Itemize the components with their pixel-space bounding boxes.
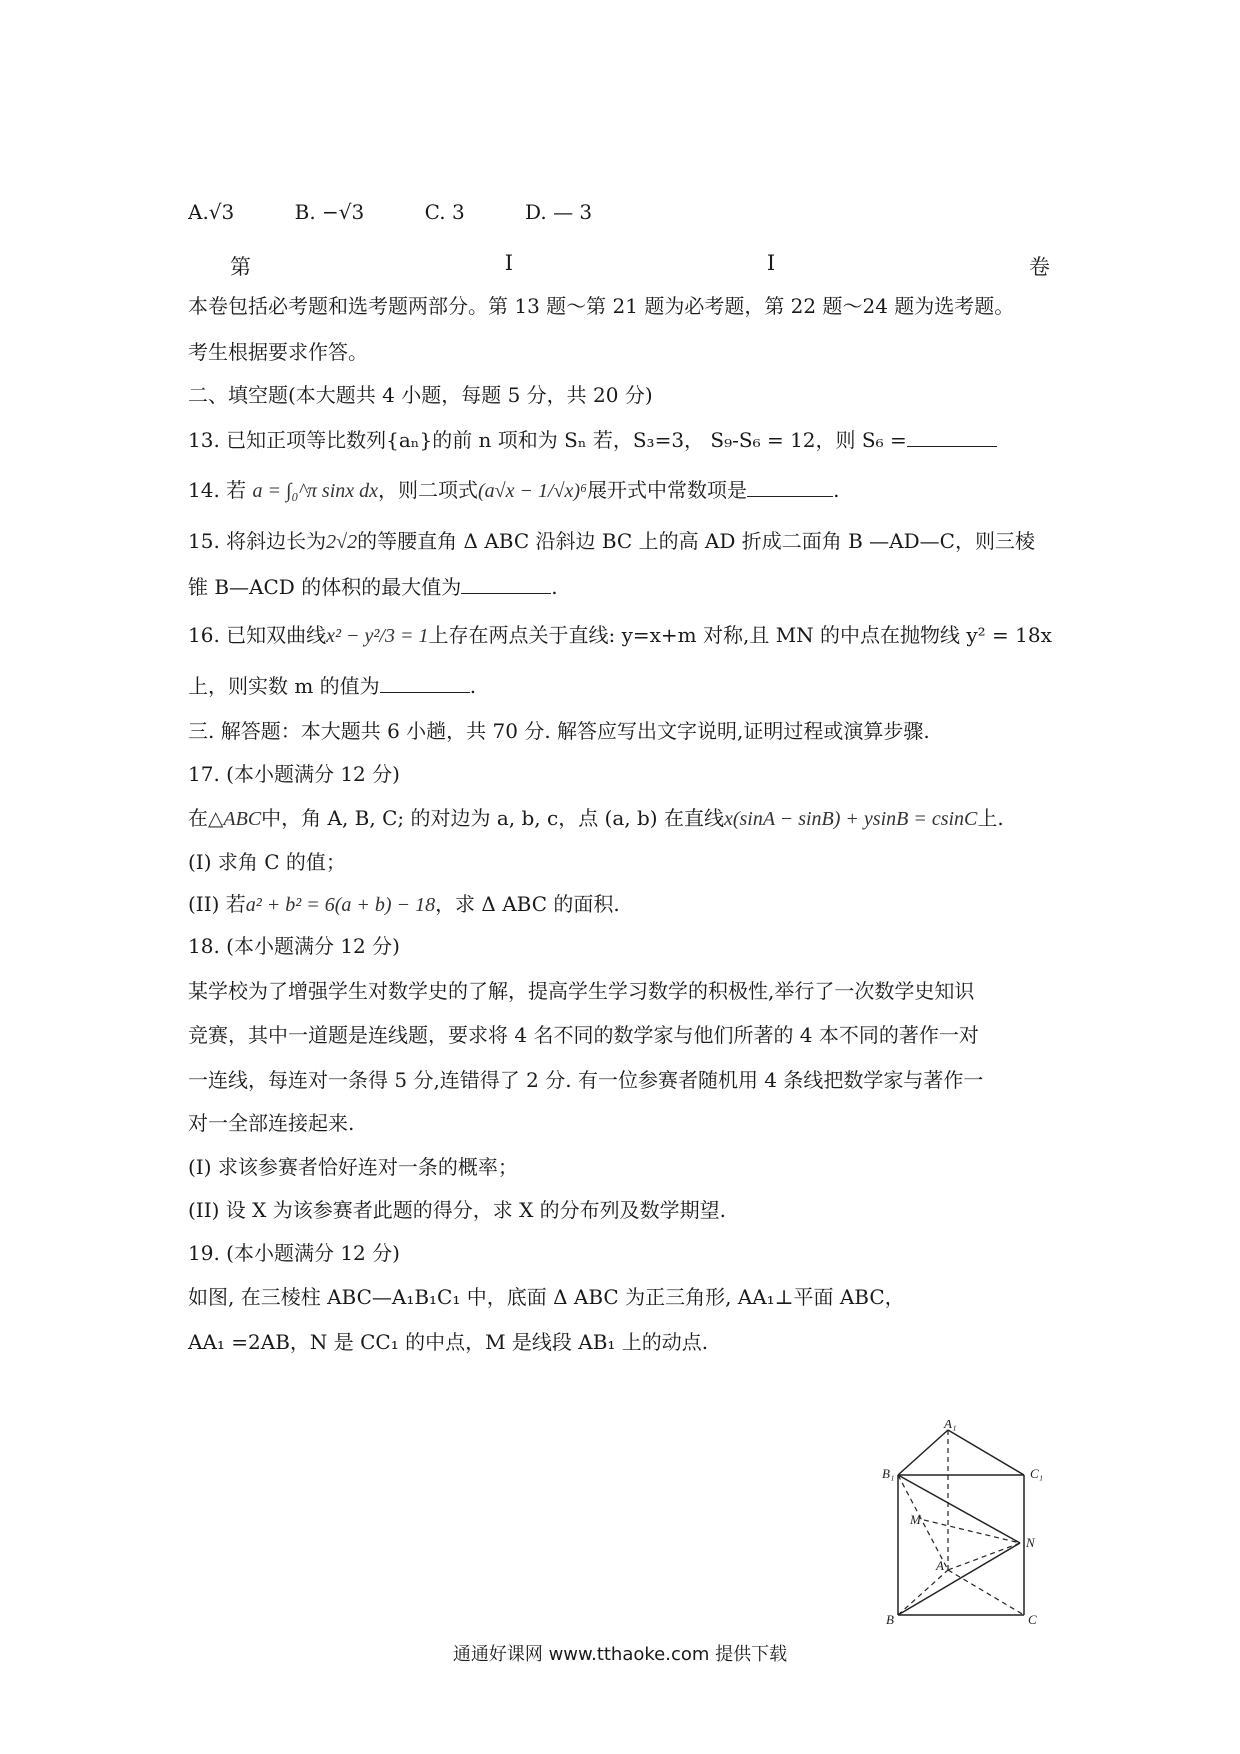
question-13 <box>188 426 997 454</box>
q14-integral: a = ∫₀^π sinx dx <box>252 480 379 502</box>
section-answer-heading: 三. 解答题：本大题共 6 小趟，共 70 分. 解答应写出文字说明,证明过程或演算步骤. <box>188 719 930 743</box>
question-16-line-2 <box>188 672 476 700</box>
part-title-char: I <box>766 251 776 275</box>
q18-line-2: 竞赛，其中一道题是连线题，要求将 4 名不同的数学家与他们所著的 4 本不同的著作一对 <box>188 1023 979 1047</box>
answer-blank <box>380 674 470 693</box>
q17-part-i: (I) 求角 C 的值； <box>188 850 346 874</box>
q16-end: . <box>469 674 477 698</box>
segment-m-n <box>924 1520 1020 1543</box>
choice-a: A.√3 <box>188 200 235 224</box>
q19-heading: 19. (本小题满分 12 分) <box>188 1241 400 1265</box>
part-title <box>230 251 1050 281</box>
q13-text: 13. 已知正项等比数列{aₙ}的前 n 项和为 Sₙ 若，S₃=3， S₉-S₆ = 12，则 S₆ = <box>188 428 907 452</box>
q18-part-i: (I) 求该参赛者恰好连对一条的概率； <box>188 1155 518 1179</box>
part-title-char: I <box>504 251 514 275</box>
part-title-char: 第 <box>230 255 251 279</box>
q18-heading: 18. (本小题满分 12 分) <box>188 934 400 958</box>
q16-hyperbola: x² − y²/3 = 1 <box>326 625 429 647</box>
q17-ii-a: (II) 若 <box>188 892 246 916</box>
question-14 <box>188 476 839 505</box>
part-title-char: 卷 <box>1028 255 1050 279</box>
q17-statement <box>188 804 1004 833</box>
segment-b-n <box>898 1543 1020 1615</box>
label-a: A <box>936 1558 944 1573</box>
q17-line-equation: x(sinA − sinB) + ysinB = csinC <box>723 808 978 830</box>
q14-tail: 展开式中常数项是 <box>587 478 748 502</box>
label-c1: C₁ <box>1030 1466 1044 1481</box>
q17-heading: 17. (本小题满分 12 分) <box>188 762 400 786</box>
choice-row <box>188 198 646 226</box>
edge-b-a <box>898 1570 948 1615</box>
question-15-line-2 <box>188 573 558 601</box>
label-n: N <box>1026 1535 1035 1550</box>
q16-line2: 上，则实数 m 的值为 <box>188 674 380 698</box>
q15-hypotenuse: 2√2 <box>326 531 358 553</box>
q18-line-4: 对一全部连接起来. <box>188 1111 355 1135</box>
intro-line-2: 考生根据要求作答。 <box>188 340 368 364</box>
q15-line2: 锥 B—ACD 的体积的最大值为 <box>188 575 462 599</box>
answer-blank <box>747 478 833 497</box>
q15-part1: 15. 将斜边长为 <box>188 529 327 553</box>
q15-end: . <box>551 575 558 599</box>
q19-line-1: 如图, 在三棱柱 ABC—A₁B₁C₁ 中，底面 Δ ABC 为正三角形, AA₁⊥平面 ABC， <box>188 1285 905 1309</box>
q14-number: 14. 若 <box>188 478 247 502</box>
q17-part-ii <box>188 890 620 919</box>
q16-part2: 上存在两点关于直线: y=x+m 对称,且 MN 的中点在抛物线 y² = 18x <box>428 623 1052 647</box>
q14-mid: ，则二项式 <box>378 478 479 502</box>
q14-binomial: (a√x − 1/√x)⁶ <box>478 480 588 502</box>
q16-part1: 16. 已知双曲线 <box>188 623 327 647</box>
page-footer: 通通好课网 www.tthaoke.com 提供下载 <box>452 1644 788 1665</box>
edge-a1-b1 <box>898 1430 948 1475</box>
choice-c: C. 3 <box>424 200 465 224</box>
q17-p3: 上. <box>977 806 1004 830</box>
edge-a-c <box>948 1570 1024 1615</box>
segment-a-n <box>948 1543 1020 1570</box>
choice-d: D. — 3 <box>525 200 593 224</box>
question-15 <box>188 527 1035 556</box>
label-c: C <box>1028 1612 1037 1627</box>
q17-ii-b: ，求 Δ ABC 的面积. <box>435 892 620 916</box>
q17-p2: 中，角 A, B, C; 的对边为 a, b, c，点 (a, b) 在直线 <box>261 806 724 830</box>
label-m: M <box>910 1512 921 1527</box>
label-b: B <box>886 1612 894 1627</box>
choice-b: B. −√3 <box>294 200 365 224</box>
q18-line-3: 一连线，每连对一条得 5 分,连错得了 2 分. 有一位参赛者随机用 4 条线把数学家与著作一 <box>188 1068 984 1092</box>
q19-line-2: AA₁ =2AB，N 是 CC₁ 的中点，M 是线段 AB₁ 上的动点. <box>188 1330 709 1354</box>
label-a1: A₁ <box>944 1420 957 1431</box>
q17-p1: 在 <box>188 806 208 830</box>
section-fill-in-heading: 二、填空题(本大题共 4 小题，每题 5 分，共 20 分) <box>188 383 653 407</box>
question-16 <box>188 621 1052 650</box>
answer-blank <box>461 575 551 594</box>
prism-figure <box>860 1420 1060 1630</box>
answer-blank <box>907 428 997 447</box>
q18-line-1: 某学校为了增强学生对数学史的了解，提高学生学习数学的积极性,举行了一次数学史知识 <box>188 979 975 1003</box>
q18-part-ii: (II) 设 X 为该参赛者此题的得分，求 X 的分布列及数学期望. <box>188 1198 727 1222</box>
q15-part2: 的等腰直角 Δ ABC 沿斜边 BC 上的高 AD 折成二面角 B —AD—C，则三棱 <box>357 529 1035 553</box>
q17-triangle: △ABC <box>208 808 262 830</box>
q17-ii-equation: a² + b² = 6(a + b) − 18 <box>245 894 436 916</box>
label-b1: B₁ <box>882 1466 895 1481</box>
q14-end: . <box>833 478 840 502</box>
intro-line-1: 本卷包括必考题和选考题两部分。第 13 题～第 21 题为必考题，第 22 题～24 题为选考题。 <box>188 294 1015 318</box>
edge-a1-c1 <box>948 1430 1024 1475</box>
